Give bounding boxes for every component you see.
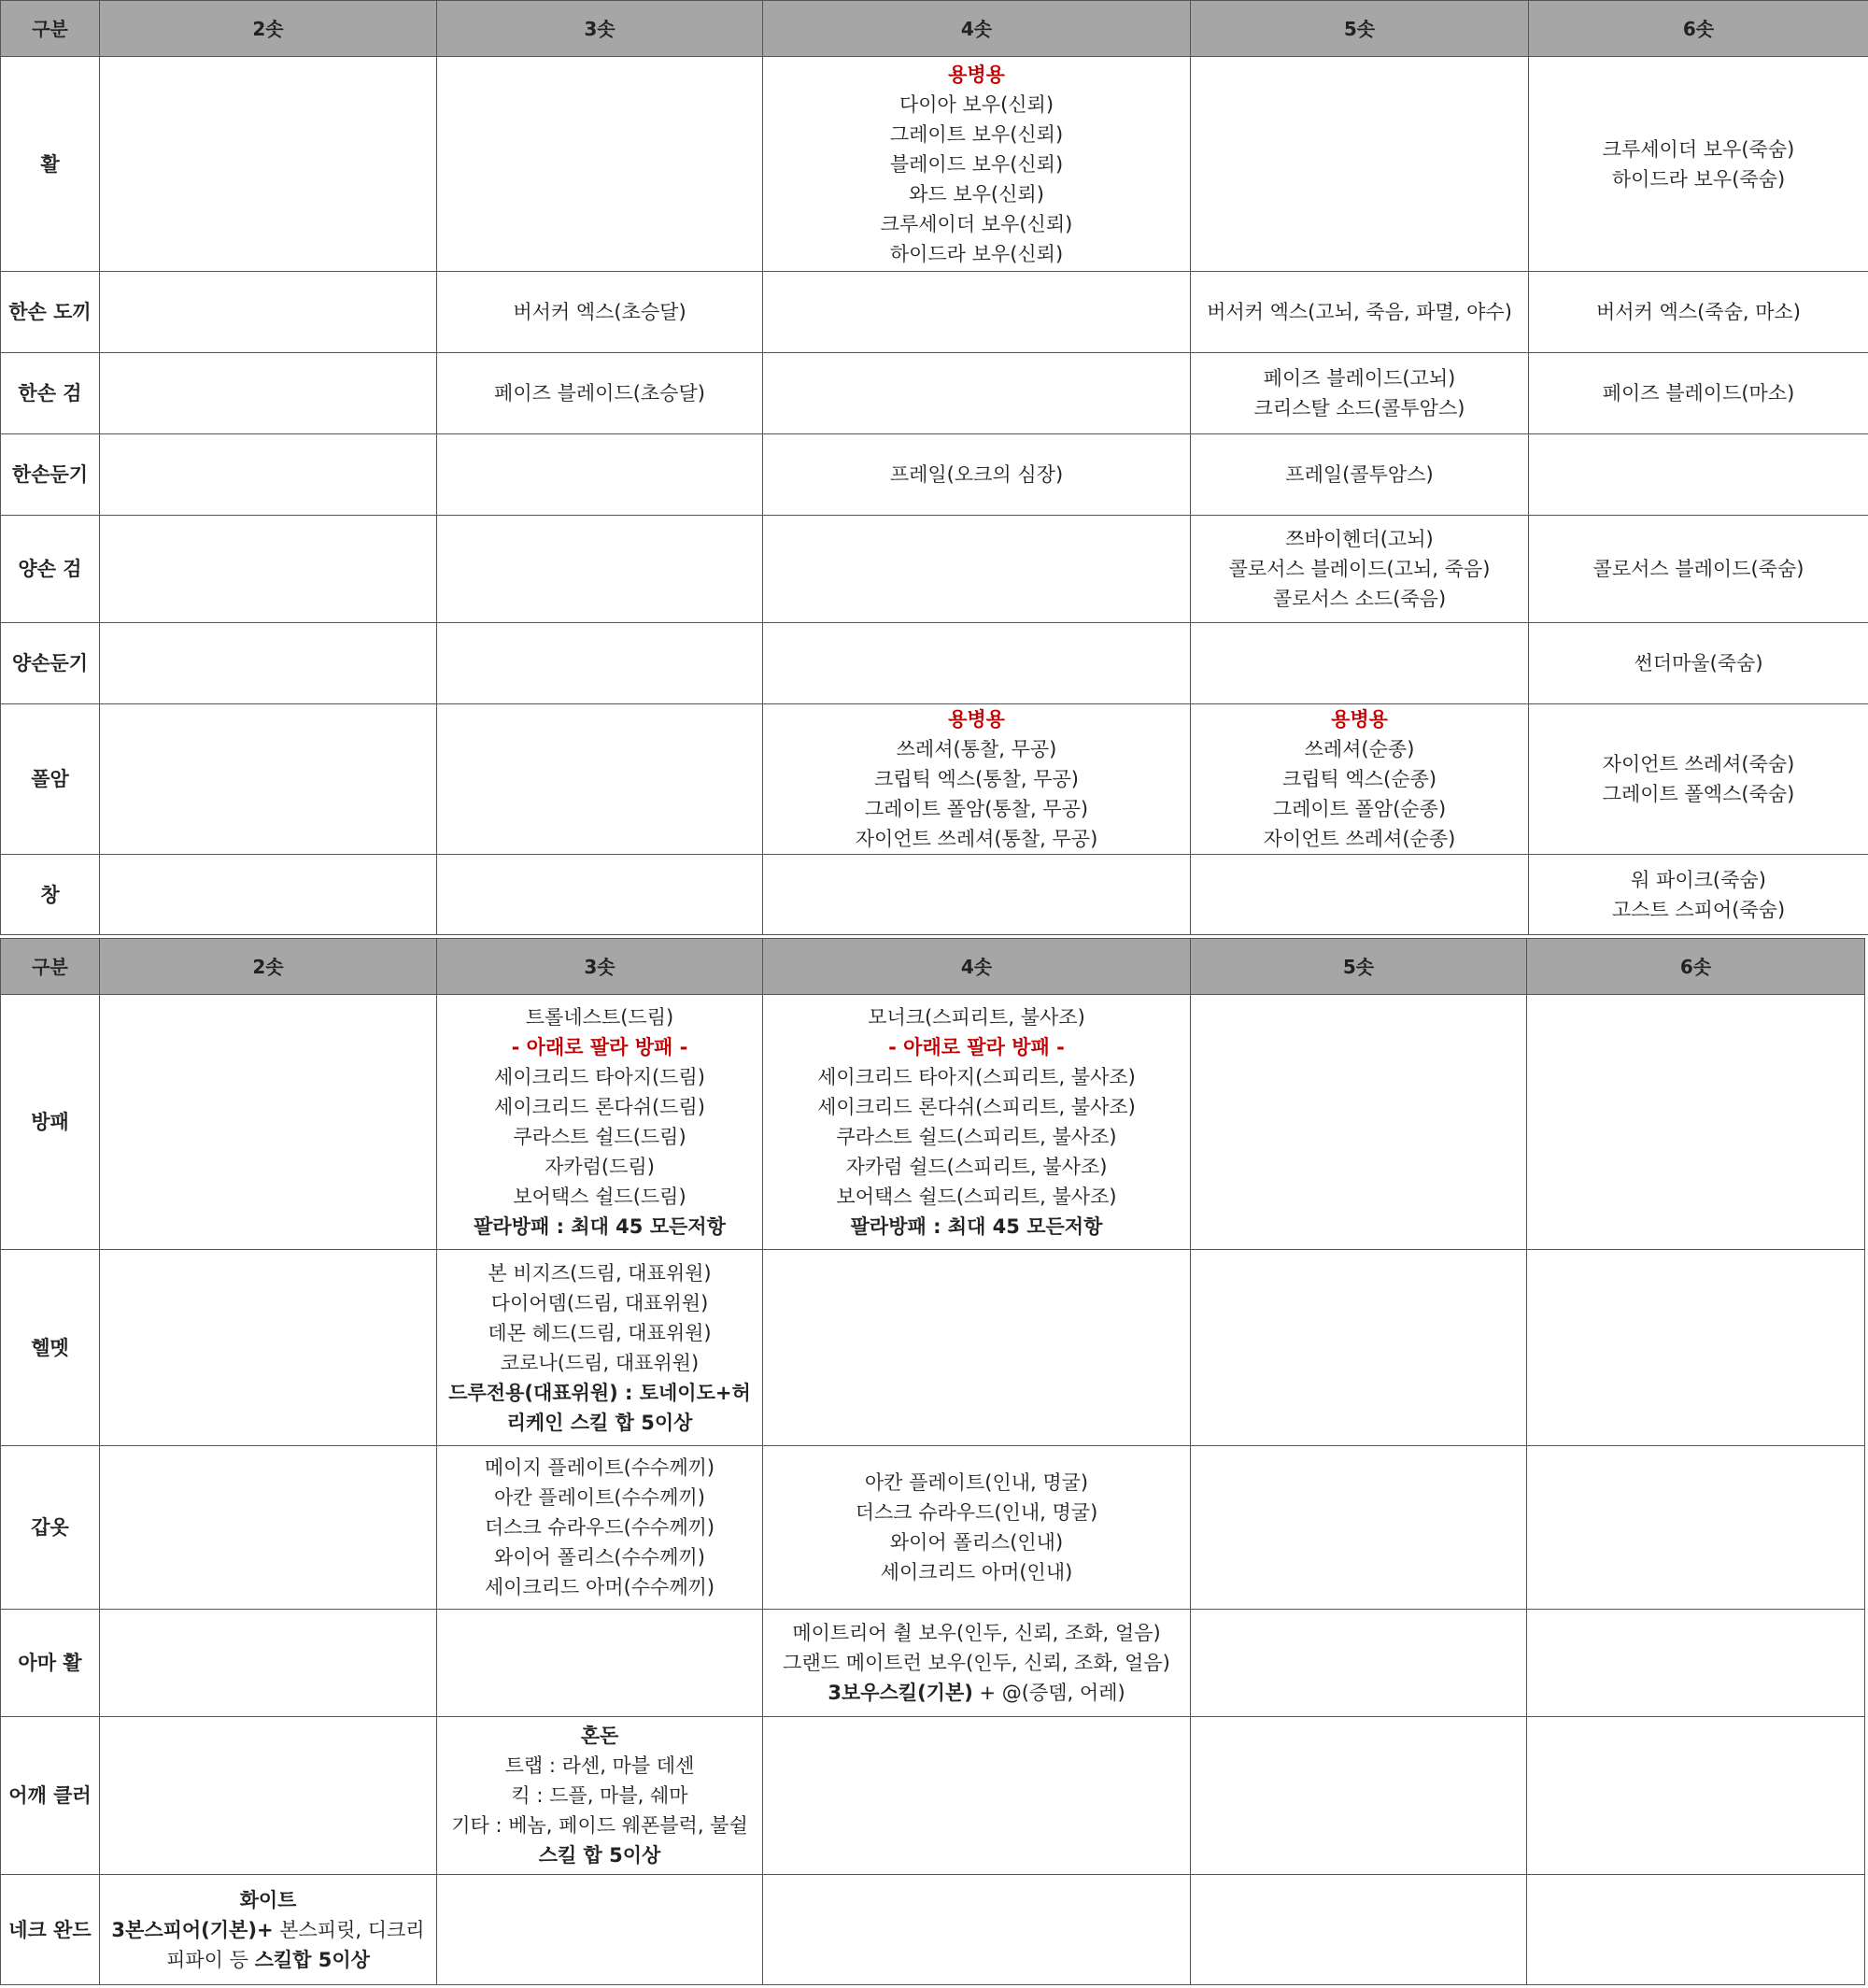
item-cell — [437, 623, 763, 704]
item-cell — [1527, 1446, 1865, 1610]
item-cell — [1527, 1875, 1865, 1985]
header-socket-6: 6솟 — [1529, 1, 1868, 57]
cell-line: 그레이트 보우(신뢰) — [889, 122, 1064, 146]
cell-line: 보어택스 쉴드(드림) — [513, 1186, 686, 1208]
item-cell — [100, 1446, 437, 1610]
table-row — [1, 855, 1868, 935]
cell-line: 프레일(콜투암스) — [1285, 463, 1434, 486]
item-cell — [437, 1717, 763, 1875]
cell-line: 크립틱 엑스(통찰, 무공) — [874, 768, 1079, 790]
cell-line: 페이즈 블레이드(초승달) — [494, 382, 705, 405]
cell-line: 코로나(드림, 대표위원) — [500, 1351, 700, 1374]
cell-line: 쓰레셔(통찰, 무공) — [896, 738, 1057, 760]
item-cell — [763, 1250, 1191, 1446]
cell-line: 다이아 보우(신뢰) — [899, 92, 1054, 116]
header-socket-5: 5솟 — [1191, 1, 1529, 57]
header-socket-3: 3솟 — [437, 1, 763, 57]
cell-line: 데몬 헤드(드림, 대표위원) — [488, 1321, 712, 1344]
header-socket-6: 6솟 — [1527, 939, 1865, 995]
cell-line: 3본스피어(기본)+ 본스피릿, 디크리피파이 등 스킬합 5이상 — [111, 1918, 425, 1971]
cell-line: 그레이트 폴암(순종) — [1272, 798, 1447, 820]
cell-line: 쿠라스트 쉴드(드림) — [513, 1126, 686, 1148]
table-row — [1, 1875, 1865, 1985]
item-cell — [100, 516, 437, 623]
category-cell: 어깨 클러 — [1, 1717, 100, 1875]
cell-line: 팔라방패 : 최대 45 모든저항 — [850, 1215, 1103, 1238]
cell-line: 쯔바이헨더(고뇌) — [1285, 528, 1434, 550]
item-cell — [763, 272, 1191, 353]
cell-line: 크루세이더 보우(죽숨) — [1602, 137, 1795, 161]
item-cell — [1191, 1446, 1527, 1610]
armor-table — [0, 938, 1865, 1985]
cell-line: 하이드라 보우(죽숨) — [1611, 167, 1786, 191]
cell-line: - 아래로 팔라 방패 - — [511, 1036, 688, 1058]
cell-line: 크립틱 엑스(순종) — [1281, 768, 1437, 790]
cell-line: 모너크(스피리트, 불사조) — [868, 1006, 1085, 1029]
cell-line: 아칸 플레이트(수수께끼) — [494, 1486, 705, 1509]
item-cell — [100, 272, 437, 353]
table-row — [1, 272, 1868, 353]
category-cell: 양손둔기 — [1, 623, 100, 704]
item-cell — [100, 1610, 437, 1717]
cell-line: 워 파이크(죽숨) — [1631, 868, 1766, 891]
cell-line: 화이트 — [239, 1888, 297, 1911]
item-cell — [1191, 516, 1529, 623]
cell-line: 메이지 플레이트(수수께끼) — [484, 1456, 715, 1479]
item-cell — [437, 704, 763, 855]
cell-line: 그레이트 폴엑스(죽숨) — [1602, 783, 1795, 805]
item-cell — [763, 855, 1191, 935]
cell-line: 하이드라 보우(신뢰) — [889, 242, 1064, 265]
item-cell — [1529, 57, 1868, 272]
category-cell: 양손 검 — [1, 516, 100, 623]
item-cell — [100, 57, 437, 272]
item-cell — [100, 704, 437, 855]
item-cell — [437, 1875, 763, 1985]
cell-line: 기타 : 베놈, 페이드 웨폰블럭, 불쉴 — [451, 1814, 748, 1837]
cell-line: 더스크 슈라우드(수수께끼) — [484, 1516, 715, 1539]
cell-line: 용병용 — [948, 708, 1005, 731]
item-cell — [100, 1875, 437, 1985]
cell-line: 썬더마울(죽숨) — [1634, 652, 1763, 674]
table-row — [1, 434, 1868, 516]
cell-line: 자카럼(드림) — [545, 1156, 655, 1178]
item-cell — [763, 1610, 1191, 1717]
category-cell: 창 — [1, 855, 100, 935]
cell-line: 자이언트 쓰레셔(죽숨) — [1602, 753, 1795, 775]
cell-line: 프레일(오크의 심장) — [889, 463, 1064, 486]
item-cell — [437, 855, 763, 935]
cell-line: 블레이드 보우(신뢰) — [889, 152, 1064, 176]
cell-line: 드루전용(대표위원) : 토네이도+허리케인 스킬 합 5이상 — [448, 1381, 751, 1434]
cell-line: 버서커 엑스(죽숨, 마소) — [1596, 301, 1801, 323]
item-cell — [100, 353, 437, 434]
header-socket-2: 2솟 — [100, 1, 437, 57]
cell-line: 와이어 폴리스(인내) — [889, 1531, 1064, 1554]
cell-line: 와드 보우(신뢰) — [909, 182, 1044, 206]
header-category: 구분 — [1, 939, 100, 995]
item-cell — [763, 516, 1191, 623]
header-socket-2: 2솟 — [100, 939, 437, 995]
cell-line: 더스크 슈라우드(인내, 명굴) — [855, 1501, 1098, 1524]
category-cell: 한손 검 — [1, 353, 100, 434]
table-row — [1, 1446, 1865, 1610]
item-cell — [1529, 855, 1868, 935]
cell-line: - 아래로 팔라 방패 - — [888, 1036, 1065, 1058]
cell-line: 세이크리드 타아지(스피리트, 불사조) — [817, 1066, 1136, 1088]
cell-line: 버서커 엑스(고뇌, 죽음, 파멸, 야수) — [1207, 301, 1512, 323]
cell-line: 크루세이더 보우(신뢰) — [880, 212, 1073, 235]
item-cell — [437, 1610, 763, 1717]
cell-line: 콜로서스 소드(죽음) — [1272, 588, 1447, 610]
cell-line: 그레이트 폴암(통찰, 무공) — [864, 798, 1089, 820]
item-cell — [1191, 855, 1529, 935]
cell-line: 세이크리드 타아지(드림) — [494, 1066, 705, 1088]
category-cell: 한손 도끼 — [1, 272, 100, 353]
header-socket-5: 5솟 — [1191, 939, 1527, 995]
table-row — [1, 995, 1865, 1250]
table-row — [1, 516, 1868, 623]
item-cell — [1527, 1610, 1865, 1717]
header-category: 구분 — [1, 1, 100, 57]
header-socket-4: 4솟 — [763, 939, 1191, 995]
table-row — [1, 1250, 1865, 1446]
item-cell — [1191, 57, 1529, 272]
table-row — [1, 57, 1868, 272]
weapon-table — [0, 0, 1868, 935]
cell-line: 와이어 폴리스(수수께끼) — [494, 1546, 705, 1569]
item-cell — [763, 995, 1191, 1250]
item-cell — [1191, 434, 1529, 516]
item-cell — [1529, 272, 1868, 353]
cell-line: 혼돈 — [580, 1725, 619, 1747]
item-cell — [437, 1446, 763, 1610]
item-cell — [100, 1717, 437, 1875]
item-cell — [763, 1717, 1191, 1875]
item-cell — [1527, 1717, 1865, 1875]
item-cell — [1529, 623, 1868, 704]
item-cell — [763, 704, 1191, 855]
item-cell — [1527, 995, 1865, 1250]
item-cell — [437, 434, 763, 516]
item-cell — [1191, 1610, 1527, 1717]
cell-line: 페이즈 블레이드(마소) — [1602, 382, 1795, 405]
category-cell: 폴암 — [1, 704, 100, 855]
item-cell — [437, 353, 763, 434]
header-row — [1, 1, 1868, 57]
item-cell — [1191, 1250, 1527, 1446]
item-cell — [1191, 623, 1529, 704]
item-cell — [1191, 353, 1529, 434]
item-cell — [1191, 704, 1529, 855]
item-cell — [1191, 1717, 1527, 1875]
table-row — [1, 1610, 1865, 1717]
category-cell: 네크 완드 — [1, 1875, 100, 1985]
cell-line: 자카럼 쉴드(스피리트, 불사조) — [845, 1156, 1108, 1178]
item-cell — [100, 623, 437, 704]
cell-line: 세이크리드 아머(수수께끼) — [484, 1576, 715, 1598]
header-row — [1, 939, 1865, 995]
cell-line: 세이크리드 아머(인내) — [880, 1561, 1073, 1583]
cell-line: 킥 : 드플, 마블, 쉐마 — [511, 1784, 688, 1807]
cell-line: 팔라방패 : 최대 45 모든저항 — [474, 1215, 726, 1238]
cell-line: 자이언트 쓰레셔(순종) — [1263, 828, 1456, 850]
cell-line: 콜로서스 블레이드(고뇌, 죽음) — [1228, 558, 1491, 580]
table-row — [1, 623, 1868, 704]
item-cell — [1529, 353, 1868, 434]
cell-line: 용병용 — [1331, 708, 1388, 731]
item-cell — [100, 855, 437, 935]
category-cell: 헬멧 — [1, 1250, 100, 1446]
category-cell: 활 — [1, 57, 100, 272]
cell-line: 스킬 합 5이상 — [538, 1844, 661, 1867]
item-cell — [763, 1875, 1191, 1985]
cell-line: 다이어뎀(드림, 대표위원) — [490, 1291, 709, 1314]
cell-line: 3보우스킬(기본) + @(증뎀, 어레) — [828, 1682, 1125, 1704]
cell-line: 콜로서스 블레이드(죽숨) — [1592, 558, 1804, 580]
cell-line: 쓰레셔(순종) — [1304, 738, 1415, 760]
cell-line: 고스트 스피어(죽숨) — [1611, 898, 1786, 921]
category-cell: 갑옷 — [1, 1446, 100, 1610]
item-cell — [763, 1446, 1191, 1610]
header-socket-3: 3솟 — [437, 939, 763, 995]
cell-line: 용병용 — [948, 63, 1005, 86]
cell-line: 본 비지즈(드림, 대표위원) — [488, 1261, 712, 1285]
cell-line: 자이언트 쓰레셔(통찰, 무공) — [855, 828, 1098, 850]
item-cell — [1191, 995, 1527, 1250]
cell-line: 트랩 : 라센, 마블 데센 — [504, 1754, 695, 1777]
item-cell — [437, 1250, 763, 1446]
table-row — [1, 1717, 1865, 1875]
cell-line: 페이즈 블레이드(고뇌) — [1263, 367, 1456, 390]
cell-line: 메이트리어 췰 보우(인두, 신뢰, 조화, 얼음) — [792, 1622, 1161, 1644]
cell-line: 세이크리드 론다쉬(드림) — [494, 1096, 705, 1118]
category-cell: 방패 — [1, 995, 100, 1250]
item-cell — [1529, 704, 1868, 855]
item-cell — [437, 57, 763, 272]
cell-line: 아칸 플레이트(인내, 명굴) — [864, 1471, 1089, 1494]
cell-line: 그랜드 메이트런 보우(인두, 신뢰, 조화, 얼음) — [783, 1652, 1170, 1674]
table-row — [1, 353, 1868, 434]
category-cell: 한손둔기 — [1, 434, 100, 516]
item-cell — [100, 995, 437, 1250]
item-cell — [437, 995, 763, 1250]
item-cell — [100, 1250, 437, 1446]
cell-line: 버서커 엑스(초승달) — [513, 301, 686, 323]
header-socket-4: 4솟 — [763, 1, 1191, 57]
cell-line: 보어택스 쉴드(스피리트, 불사조) — [836, 1186, 1117, 1208]
table-row — [1, 704, 1868, 855]
cell-line: 크리스탈 소드(콜투암스) — [1253, 397, 1465, 419]
item-cell — [1529, 516, 1868, 623]
item-cell — [763, 353, 1191, 434]
cell-line: 세이크리드 론다쉬(스피리트, 불사조) — [817, 1096, 1136, 1118]
item-cell — [1529, 434, 1868, 516]
item-cell — [437, 516, 763, 623]
item-cell — [763, 623, 1191, 704]
item-cell — [763, 434, 1191, 516]
item-cell — [763, 57, 1191, 272]
item-cell — [1527, 1250, 1865, 1446]
item-cell — [1191, 272, 1529, 353]
cell-line: 트롤네스트(드림) — [525, 1006, 674, 1029]
cell-line: 쿠라스트 쉴드(스피리트, 불사조) — [836, 1126, 1117, 1148]
item-cell — [1191, 1875, 1527, 1985]
category-cell: 아마 활 — [1, 1610, 100, 1717]
item-cell — [437, 272, 763, 353]
item-cell — [100, 434, 437, 516]
